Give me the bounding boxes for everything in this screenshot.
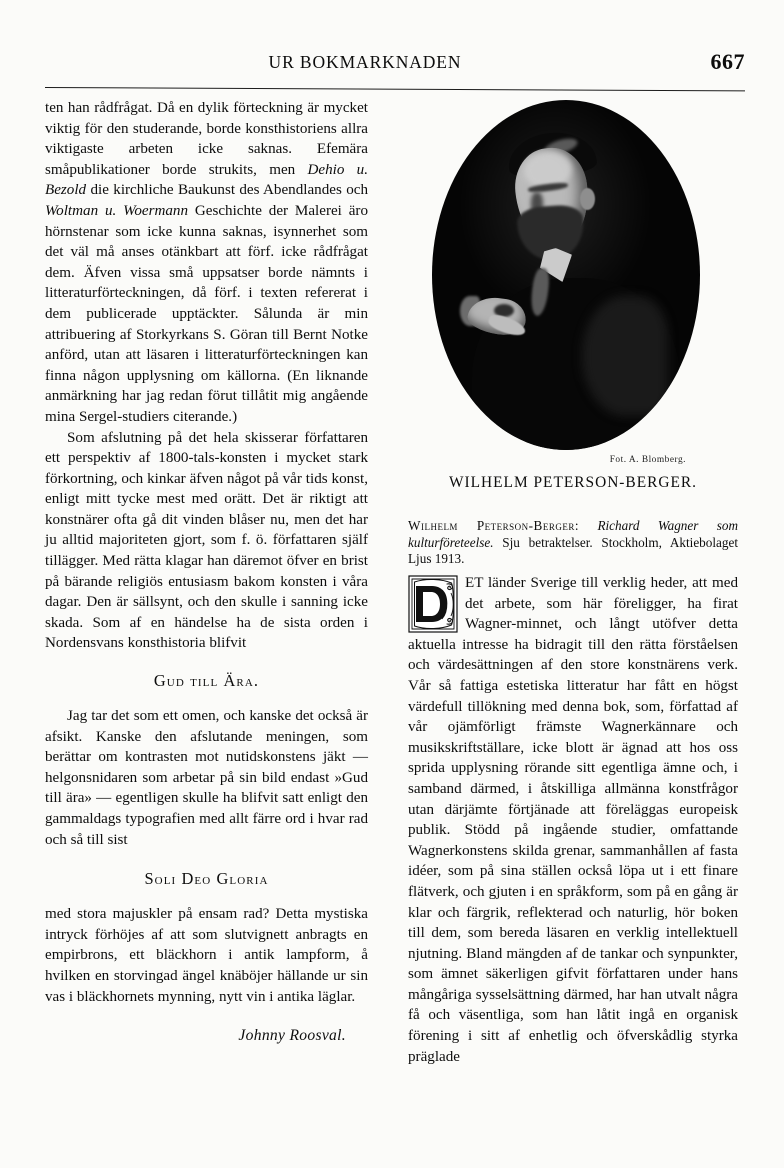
portrait-ear bbox=[580, 188, 595, 210]
display-heading-soli-deo-gloria: Soli Deo Gloria bbox=[144, 869, 269, 889]
portrait-block bbox=[408, 100, 738, 492]
book-citation bbox=[408, 518, 738, 568]
article-signature: Johnny Roosval. bbox=[238, 1027, 346, 1045]
paragraph-4: med stora majuskler på ensam rad? Detta mystiska intryck förhöjes af att som slutvignett anbragts en empirbrons, ett bläckhorn i antik lampform, å hvilken en storvingad ängel knäböjer hällande ur sin vas i bläckhornets mynning, nytt vin i antika läglar. bbox=[45, 906, 368, 1005]
running-head-title: UR BOKMARKNADEN bbox=[268, 52, 462, 72]
paragraph-1 bbox=[45, 98, 368, 428]
page-number: 667 bbox=[710, 49, 745, 74]
italic-citation-dehio: Dehio u. Bezold bbox=[45, 161, 368, 199]
paragraph-2: Som afslutning på det hela skisserar författaren ett perspektiv af 1800-tals-konsten i mycket stark förkortning, och kinkar äfven något på vår tids konst, enligt mitt tycke mest med orätt. Det är riktigt att konstnärer ofta gå dit vinden blåser nu, men det har ju alltid majoriteten gjort, som f. ö. författaren själf tillägger. Med rätta klagar han däremot öfver en brist på bärande religiös entusiasm bakom konsten i våra dagar. Den är sällsynt, och den skulle i sanning icke skada. Som af en händelse ha de sista orden i Nordensvans konsthistoria blifvit bbox=[45, 429, 368, 652]
portrait-caption: WILHELM PETERSON-BERGER. bbox=[448, 474, 697, 491]
citation-title: Richard Wagner som kulturföreteelse. bbox=[408, 518, 739, 550]
citation-imprint: Sju betraktelser. Stockholm, Aktiebolaget Ljus 1913. bbox=[408, 534, 738, 567]
left-text-column bbox=[45, 98, 368, 1047]
ornamental-drop-cap-d bbox=[408, 575, 458, 633]
italic-citation-woltman: Woltman u. Woermann bbox=[45, 202, 189, 219]
photo-credit-line: Fot. A. Blomberg. bbox=[609, 455, 686, 465]
paragraph-1-part-a: ten han rådfrågat. Då en dylik förteckning är mycket viktig för den studerande, borde konsthistoriens allra viktigaste arbeten icke saknas. Efemära småpublikationer borde strukits, men bbox=[45, 100, 368, 178]
header-divider-rule bbox=[45, 87, 745, 91]
portrait-photograph bbox=[432, 100, 700, 450]
oval-vignette bbox=[432, 100, 700, 450]
paragraph-1-part-b: die kirchliche Baukunst des Abendlandes och bbox=[86, 182, 368, 199]
right-text-column bbox=[408, 573, 738, 1067]
display-heading-gud-till-ara: Gud till Ära. bbox=[153, 671, 260, 691]
paragraph-1-part-c: Geschichte der Malerei äro hörnstenar som icke kunna saknas, isynnerhet som det väl må anses otänkbart att förf. icke rådfrågat dem. Äfven vissa små uppsatser borde nämnts i litteraturförteckningen, då förf. i texten refererat i dem publicerade upptäckter. Sålunda är min attribuering af Storkyrkans S. Göran till Bernt Notke anförd, utan att läsaren i litteraturförteckningen kan finna någon upplysning om källorna. (En liknande anmärkning har jag redan förut tillåtit mig angående mina Sergel-studiers citerande.) bbox=[45, 202, 368, 425]
paragraph-3: Jag tar det som ett omen, och kanske det också är afsikt. Kanske den afslutande meningen, som berättar om kontrasten mot nutidskonstens jäkt — helgonsnidaren som arbetar på sin bild endast »Gud till ära» — egentligen skulle ha blifvit satt enligt den gammaldags typografien med allt färre ord i hvar rad och så till sist bbox=[45, 708, 368, 848]
right-column-body: ET länder Sverige till verklig heder, att med det arbete, som här föreligger, ha firat Wagner-minnet, och långt utöfver detta aktuella intresse ha bidragit till den rätta förståelsen och värdesättningen af den store konstnärens verk. Vår så fattiga estetiska litteratur har fått en högst värdefull tillökning med denna bok, som, författad af vår ojämförligt främste Wagnerkännare och musikskriftställare, icke blott är ägnad att hos oss sprida upplysning rörande sitt egentliga ämne och, i samband därmed, i åtskilliga allmänna konstfrågor utan därjämte förtjänade att föreläggas europeisk publik. Stödd på ingående studier, omfattande Wagnerkonstens skilda grenar, sammanhållen af fasta idéer, som på sina ställen också löpa ut i ett finare flätverk, och gjuten i en språkform, som på en gång är klar och färgrik, reflekterad och naturlig, hör boken till dem, som bereda läsaren en verklig intellektuell njutning. Bland mängden af de tankar och synpunkter, som ämnet säkerligen gifvit författaren under hans mångåriga sysselsättning därmed, har han utvalt några få och väsentliga, som han låtit ingå en organisk förening i sitt af enhetlig och öfverskådlig styrka präglade bbox=[408, 575, 738, 1065]
page-header bbox=[45, 49, 745, 92]
portrait-coat-highlight bbox=[582, 296, 668, 416]
citation-author: Wilhelm Peterson-Berger: bbox=[408, 518, 580, 533]
